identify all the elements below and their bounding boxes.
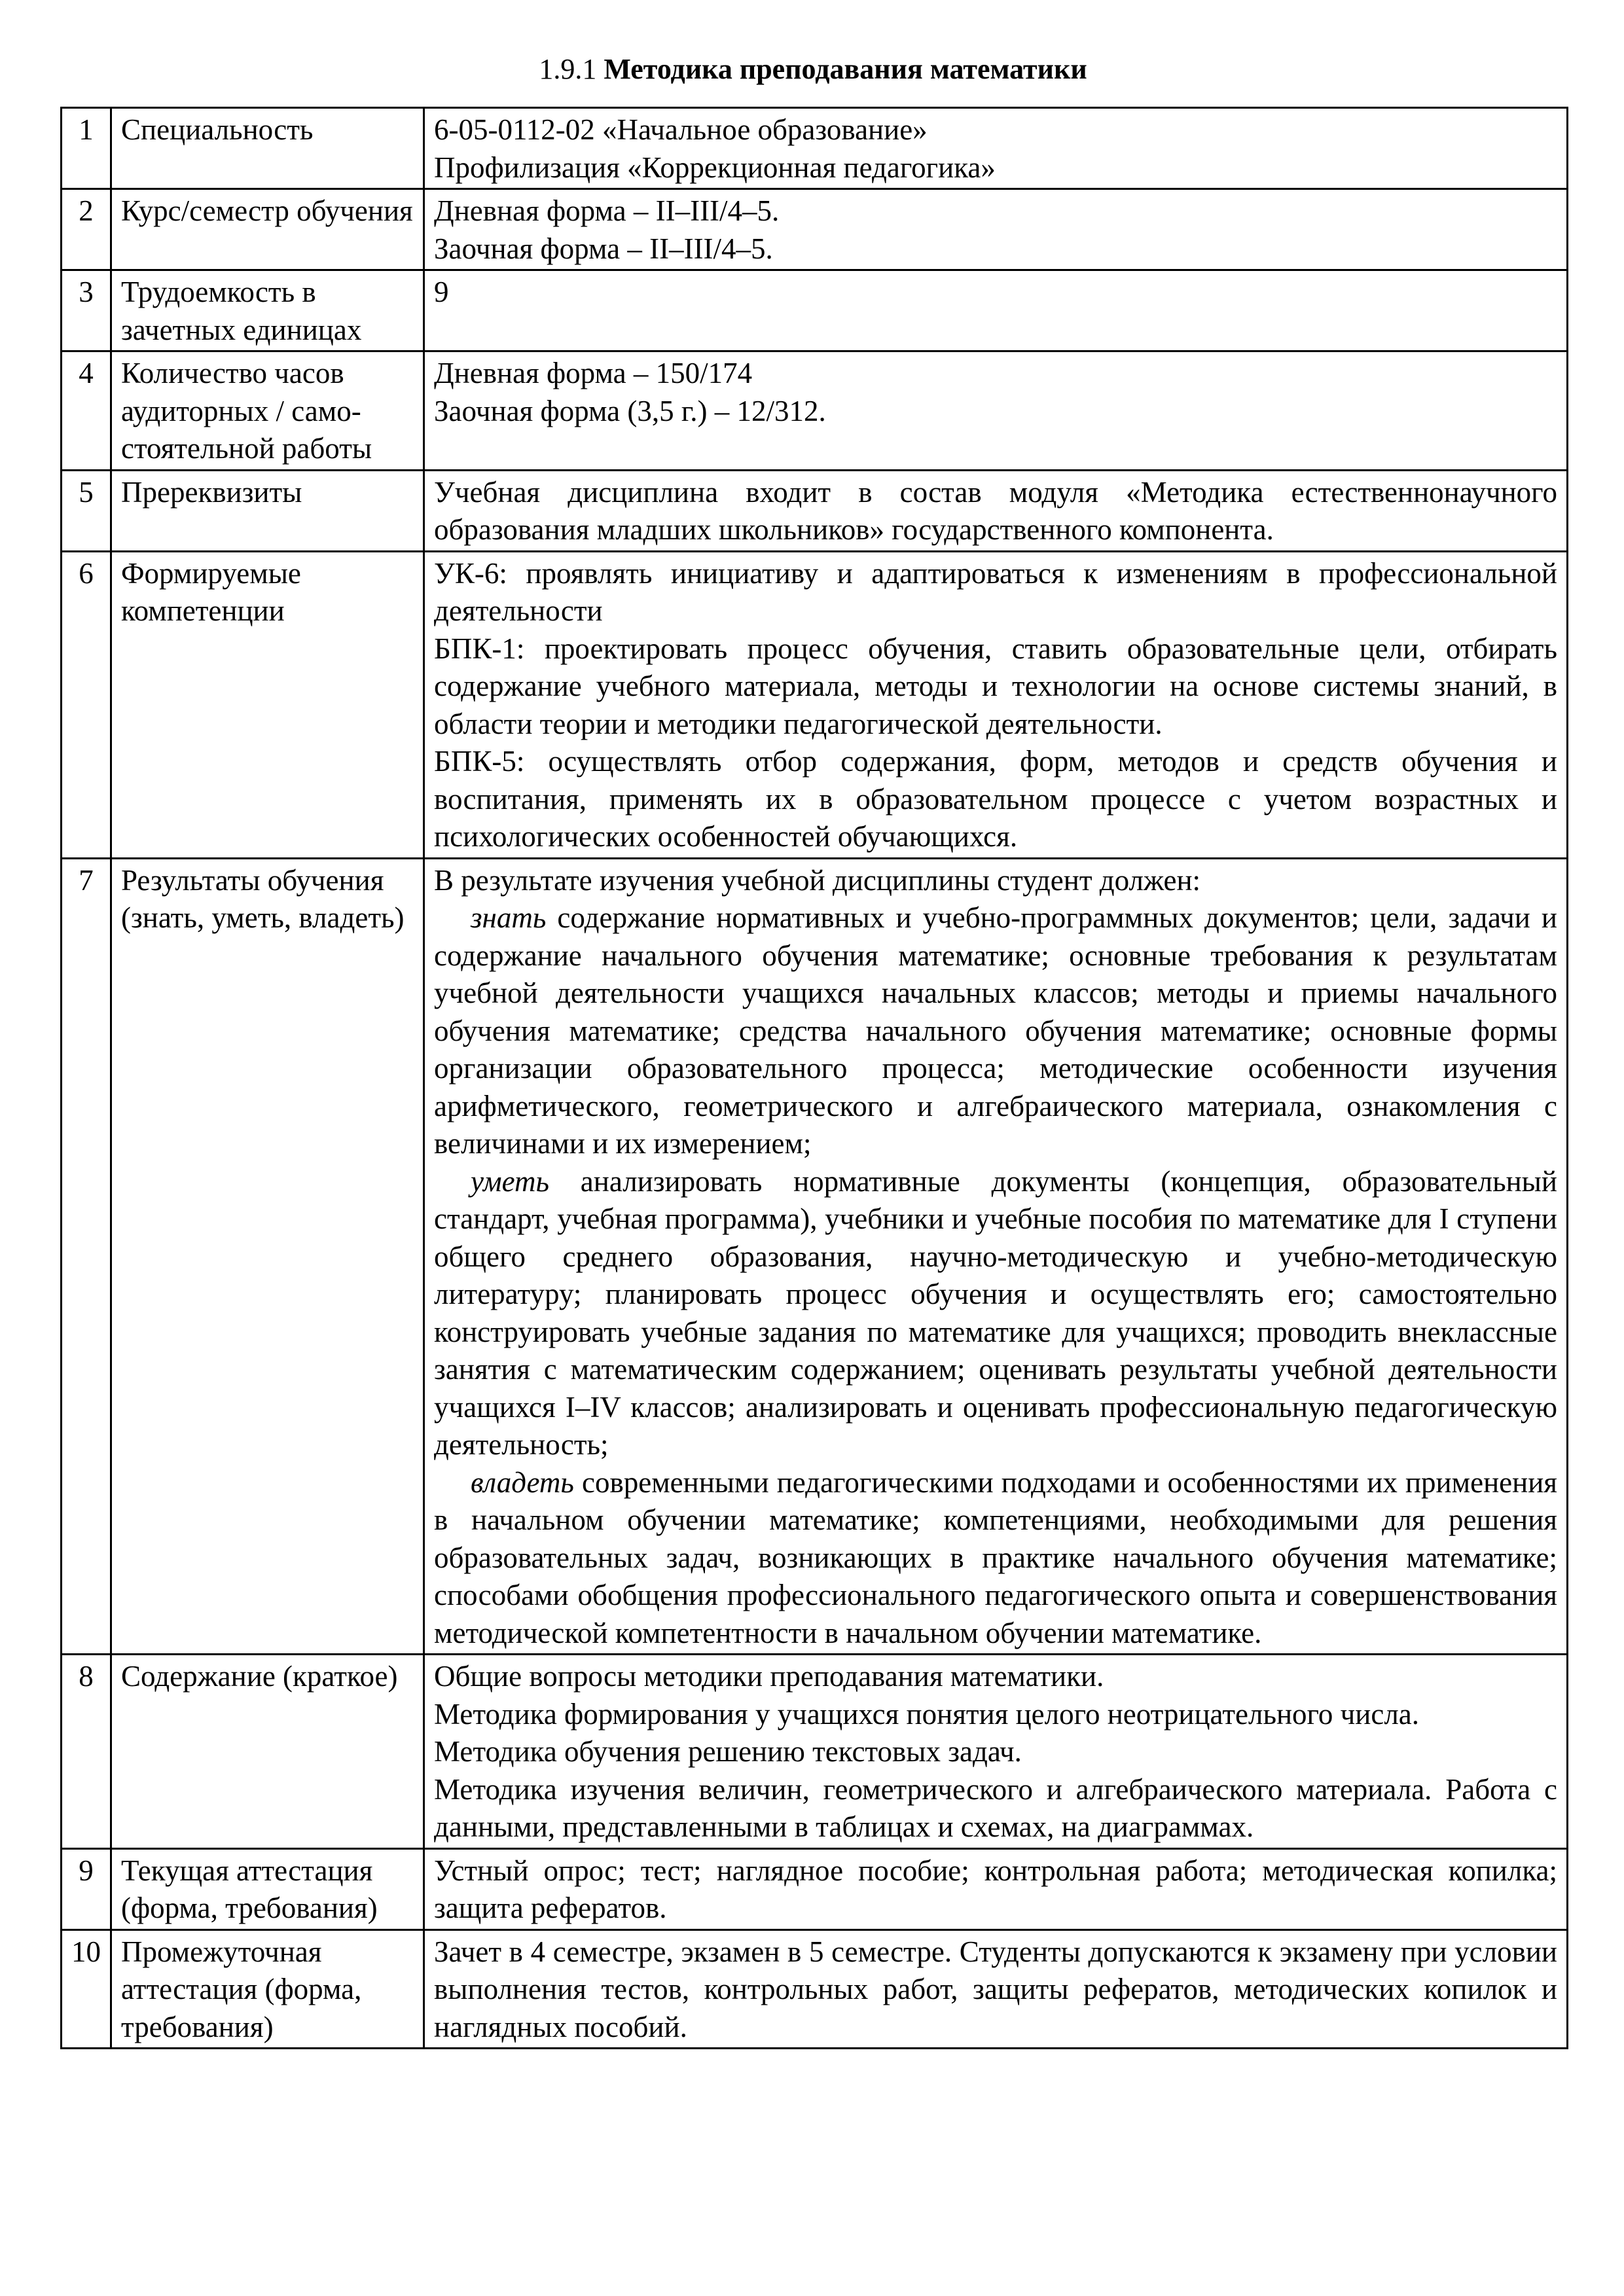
row-number: 2 [62,189,111,270]
row-number: 5 [62,470,111,551]
content-paragraph: Учебная дисциплина входит в состав модуля «Методика естественнонаучного образования младших школьников» государственного компонента. [434,475,1557,546]
content-paragraph: Методика изучения величин, геометрического и алгебраического материала. Работа с данными, представленными в таблицах и схемах, на диаграммах. [434,1772,1557,1843]
row-content [424,1655,1568,1849]
row-number: 9 [62,1848,111,1929]
content-line: 6-05-0112-02 «Начальное образование» [434,113,928,146]
know-text: содержание нормативных и учебно-программных документов; цели, задачи и содержание начального обучения математике; основные требования к результатам учебной деятельности учащихся начальных классов; методы и приемы начального обучения математике; средства начального обучения математике; основные формы организации образовательного процесса; методические особенности изучения арифметического, геометрического и алгебраического материала, ознакомления с величинами и их измерением; [434,901,1557,1160]
table-row [62,108,1568,189]
row-label: Специальность [111,108,424,189]
content-paragraph: Устный опрос; тест; наглядное пособие; контрольная работа; методическая копилка; защита рефератов. [434,1854,1557,1924]
row-content [424,1848,1568,1929]
row-label: Курс/семестр обучения [111,189,424,270]
section-number: 1.9.1 [539,53,597,85]
page-title [60,51,1566,88]
table-row [62,351,1568,471]
row-label: Промежуточная аттестация (форма, требования) [111,1929,424,2049]
row-label: Результаты обучения (знать, уметь, владеть) [111,858,424,1655]
row-content [424,551,1568,858]
discipline-table [60,107,1568,2049]
row-content [424,189,1568,270]
row-number: 3 [62,270,111,351]
content-paragraph: Методика формирования у учащихся понятия целого неотрицательного числа. [434,1697,1419,1731]
row-label: Трудоемкость в зачетных единицах [111,270,424,351]
content-paragraph: Зачет в 4 семестре, экзамен в 5 семестре. Студенты допускаются к экзамену при условии выполнения тестов, контрольных работ, защиты рефератов, методических копилок и наглядных пособий. [434,1935,1557,2043]
table-row [62,1848,1568,1929]
table-row [62,270,1568,351]
can-term: уметь [471,1164,549,1198]
row-label: Формируемые компетенции [111,551,424,858]
results-own [434,1464,1557,1653]
results-intro: В результате изучения учебной дисциплины студент должен: [434,863,1201,897]
row-number: 4 [62,351,111,471]
row-content [424,1929,1568,2049]
table-row [62,1655,1568,1849]
row-number: 8 [62,1655,111,1849]
can-text: анализировать нормативные документы (концепция, образовательный стандарт, учебная программа), учебники и учебные пособия по математике для I ступени общего среднего образования, научно-методическую и учебно-методическую литературу; планировать процесс обучения и осуществлять его; самостоятельно конструировать учебные задания по математике для учащихся; проводить внеклассные занятия с математическим содержанием; оценивать результаты учебной деятельности учащихся I–IV классов; анализировать и оценивать профессиональную педагогическую деятельность; [434,1164,1557,1461]
row-label: Содержание (краткое) [111,1655,424,1849]
row-number: 6 [62,551,111,858]
row-content [424,351,1568,471]
content-line: Дневная форма – II–III/4–5. [434,194,780,227]
table-row [62,858,1568,1655]
table-row [62,189,1568,270]
row-content [424,470,1568,551]
row-content [424,108,1568,189]
row-number: 10 [62,1929,111,2049]
competence-uk6: УК-6: проявлять инициативу и адаптироваться к изменениям в профессиональной деятельности [434,556,1557,627]
content-paragraph: Методика обучения решению текстовых задач. [434,1735,1022,1768]
content-line: Дневная форма – 150/174 [434,357,753,389]
row-label: Текущая аттестация (форма, требования) [111,1848,424,1929]
table-row [62,551,1568,858]
competence-bpk1: БПК-1: проектировать процесс обучения, ставить образовательные цели, отбирать содержание учебного материала, методы и технологии на основе системы знаний, в области теории и методики педагогической деятельности. [434,632,1557,740]
table-row [62,470,1568,551]
results-know [434,899,1557,1163]
content-line: Заочная форма (3,5 г.) – 12/312. [434,394,826,427]
results-can [434,1163,1557,1464]
row-content [424,858,1568,1655]
row-number: 1 [62,108,111,189]
know-term: знать [471,901,547,934]
table-row [62,1929,1568,2049]
content-line: 9 [434,276,449,308]
own-term: владеть [471,1465,574,1499]
row-label: Пререквизиты [111,470,424,551]
row-number: 7 [62,858,111,1655]
row-label: Количество часов аудиторных / само-стоятельной работы [111,351,424,471]
row-content [424,270,1568,351]
content-paragraph: Общие вопросы методики преподавания математики. [434,1660,1104,1693]
own-text: современными педагогическими подходами и особенностями их применения в начальном обучении математике; компетенциями, необходимыми для решения образовательных задач, возникающих в практике начального обучения математике; способами обобщения профессионального педагогического опыта и совершенствования методической компетентности в начальном обучении математике. [434,1465,1557,1649]
discipline-title: Методика преподавания математики [604,53,1087,85]
competence-bpk5: БПК-5: осуществлять отбор содержания, форм, методов и средств обучения и воспитания, применять их в образовательном процессе с учетом возрастных и психологических особенностей обучающихся. [434,745,1557,853]
content-line: Заочная форма – II–III/4–5. [434,232,773,265]
content-line: Профилизация «Коррекционная педагогика» [434,151,996,184]
